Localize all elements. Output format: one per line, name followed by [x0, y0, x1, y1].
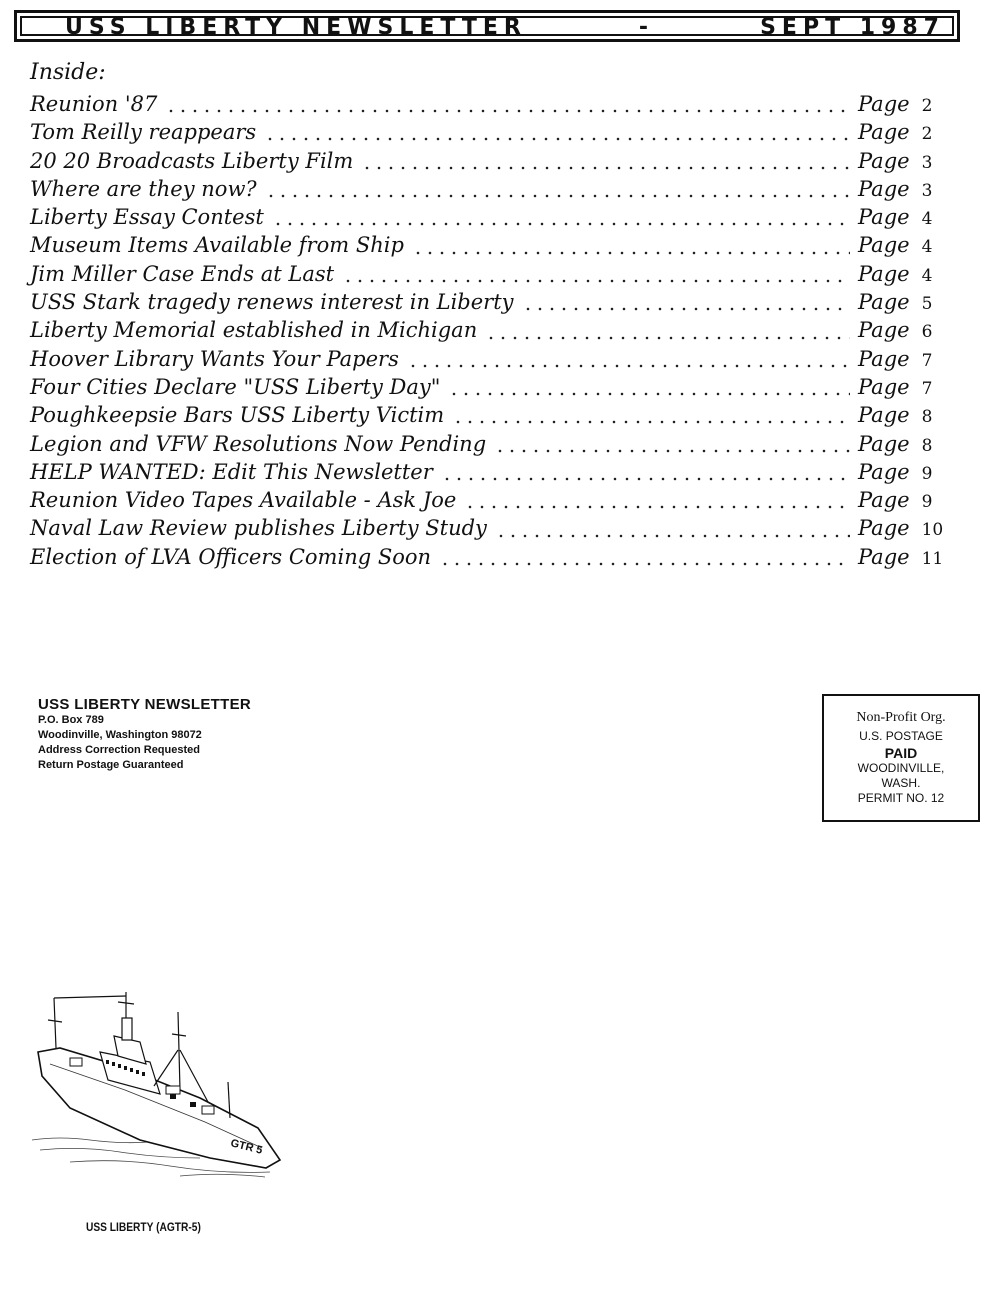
toc-page-number: 6	[921, 322, 933, 343]
toc-leader-dots	[412, 251, 850, 255]
toc-page-label: Page	[858, 488, 910, 513]
toc-title: Election of LVA Officers Coming Soon	[30, 544, 432, 569]
toc-title: Reunion Video Tapes Available - Ask Joe	[30, 488, 457, 513]
toc-page	[858, 403, 958, 427]
toc-entry	[30, 347, 958, 375]
toc-entry	[30, 120, 958, 148]
toc-page	[858, 262, 958, 286]
toc-title: Tom Reilly reappears	[30, 120, 257, 145]
toc-title: Museum Items Available from Ship	[30, 233, 404, 258]
toc-page-label: Page	[858, 318, 910, 343]
toc-page-number: 4	[921, 237, 933, 258]
toc-page-number: 9	[921, 492, 933, 513]
toc-leader-dots	[441, 477, 850, 481]
toc-title: Hoover Library Wants Your Papers	[30, 346, 399, 371]
toc-page	[858, 120, 958, 144]
toc-leader-dots	[342, 279, 850, 283]
toc-page-number: 5	[921, 294, 933, 315]
toc-title: Where are they now?	[30, 176, 257, 201]
toc-page	[858, 460, 958, 484]
toc-page	[858, 347, 958, 371]
toc-page-label: Page	[858, 120, 910, 145]
toc-title: Liberty Essay Contest	[30, 205, 264, 230]
toc-page-number: 4	[921, 209, 933, 230]
toc-entry	[30, 290, 958, 318]
toc-page-label: Page	[858, 431, 910, 456]
postage-state: WASH.	[881, 776, 921, 790]
address-line: Address Correction Requested	[38, 744, 200, 756]
toc-page	[858, 177, 958, 201]
toc-page-number: 10	[921, 520, 944, 541]
banner-title: USS LIBERTY NEWSLETTER	[65, 14, 527, 40]
toc-entry	[30, 403, 958, 431]
toc-page	[858, 432, 958, 456]
toc-title: HELP WANTED: Edit This Newsletter	[30, 459, 433, 484]
toc-page-label: Page	[858, 374, 910, 399]
postage-indicia	[822, 694, 980, 822]
toc-page-number: 11	[921, 548, 944, 569]
toc-page-number: 2	[921, 124, 933, 145]
toc-page-label: Page	[858, 290, 910, 315]
toc-title: USS Stark tragedy renews interest in Liberty	[30, 290, 514, 315]
toc-page	[858, 92, 958, 116]
toc-entry	[30, 92, 958, 120]
ship-caption: USS LIBERTY (AGTR-5)	[86, 1220, 201, 1234]
toc-page-number: 9	[921, 463, 933, 484]
toc-page	[858, 516, 958, 540]
toc-leader-dots	[522, 307, 850, 311]
toc-page-label: Page	[858, 176, 910, 201]
toc-page-label: Page	[858, 459, 910, 484]
toc-page-number: 2	[921, 96, 933, 116]
toc-leader-dots	[264, 137, 850, 141]
toc-entry	[30, 545, 958, 573]
toc-leader-dots	[439, 562, 850, 566]
toc-entry	[30, 233, 958, 261]
toc-page-label: Page	[858, 403, 910, 428]
toc-page-number: 7	[921, 350, 933, 371]
toc-page-number: 4	[921, 265, 933, 286]
toc-page-label: Page	[858, 92, 910, 116]
toc-entry	[30, 262, 958, 290]
toc-leader-dots	[407, 364, 850, 368]
toc-title: Liberty Memorial established in Michigan	[30, 318, 478, 343]
toc-page-number: 8	[921, 407, 933, 428]
newsletter-banner	[14, 10, 960, 42]
toc-page	[858, 149, 958, 173]
toc-leader-dots	[495, 534, 850, 538]
toc-page-label: Page	[858, 261, 910, 286]
toc-page	[858, 290, 958, 314]
toc-title: Legion and VFW Resolutions Now Pending	[30, 431, 487, 456]
toc-leader-dots	[265, 194, 850, 198]
toc-entry	[30, 318, 958, 346]
toc-page-label: Page	[858, 544, 910, 569]
toc-entry	[30, 149, 958, 177]
postage-paid: PAID	[884, 745, 918, 761]
toc-page-label: Page	[858, 205, 910, 230]
toc-page	[858, 545, 958, 569]
toc-leader-dots	[165, 109, 850, 113]
toc-title: 20 20 Broadcasts Liberty Film	[30, 148, 354, 173]
toc-entry	[30, 205, 958, 233]
toc-page-number: 7	[921, 378, 933, 399]
toc-page-label: Page	[858, 346, 910, 371]
toc-leader-dots	[448, 392, 850, 396]
toc-entry	[30, 432, 958, 460]
postage-us: U.S. POSTAGE	[859, 729, 943, 743]
toc-entry	[30, 375, 958, 403]
toc-leader-dots	[494, 449, 850, 453]
toc-leader-dots	[464, 505, 850, 509]
mailing-address	[38, 696, 251, 773]
postage-nonprofit: Non-Profit Org.	[856, 710, 946, 725]
address-org: USS LIBERTY NEWSLETTER	[38, 696, 252, 713]
toc-entry	[30, 516, 958, 544]
toc-page	[858, 233, 958, 257]
address-line: Woodinville, Washington 98072	[38, 729, 202, 741]
toc-leader-dots	[361, 166, 850, 170]
table-of-contents	[30, 92, 958, 573]
toc-entry	[30, 488, 958, 516]
toc-title: Four Cities Declare "USS Liberty Day"	[30, 374, 441, 399]
toc-title: Reunion '87	[30, 92, 158, 116]
banner-text	[65, 13, 945, 41]
address-line: P.O. Box 789	[38, 714, 104, 726]
toc-page-number: 3	[921, 152, 933, 173]
toc-page	[858, 488, 958, 512]
postage-city: WOODINVILLE,	[857, 761, 945, 775]
toc-page	[858, 375, 958, 399]
ship-illustration	[30, 990, 282, 1180]
banner-date: SEPT 1987	[760, 14, 945, 40]
toc-title: Naval Law Review publishes Liberty Study	[30, 516, 487, 541]
inside-label: Inside:	[30, 60, 106, 85]
toc-title: Jim Miller Case Ends at Last	[30, 261, 335, 286]
toc-leader-dots	[452, 420, 850, 424]
postage-permit: PERMIT NO. 12	[857, 791, 945, 805]
toc-leader-dots	[485, 336, 850, 340]
toc-leader-dots	[272, 222, 850, 226]
banner-separator: -	[638, 14, 649, 40]
toc-page-number: 3	[921, 180, 933, 201]
hull-marking: GTR 5	[229, 1137, 264, 1157]
toc-entry	[30, 177, 958, 205]
toc-page	[858, 205, 958, 229]
toc-title: Poughkeepsie Bars USS Liberty Victim	[30, 403, 445, 428]
toc-page-number: 8	[921, 435, 933, 456]
toc-page-label: Page	[858, 516, 910, 541]
toc-page-label: Page	[858, 148, 910, 173]
toc-page-label: Page	[858, 233, 910, 258]
toc-page	[858, 318, 958, 342]
toc-entry	[30, 460, 958, 488]
address-line: Return Postage Guaranteed	[38, 759, 184, 771]
